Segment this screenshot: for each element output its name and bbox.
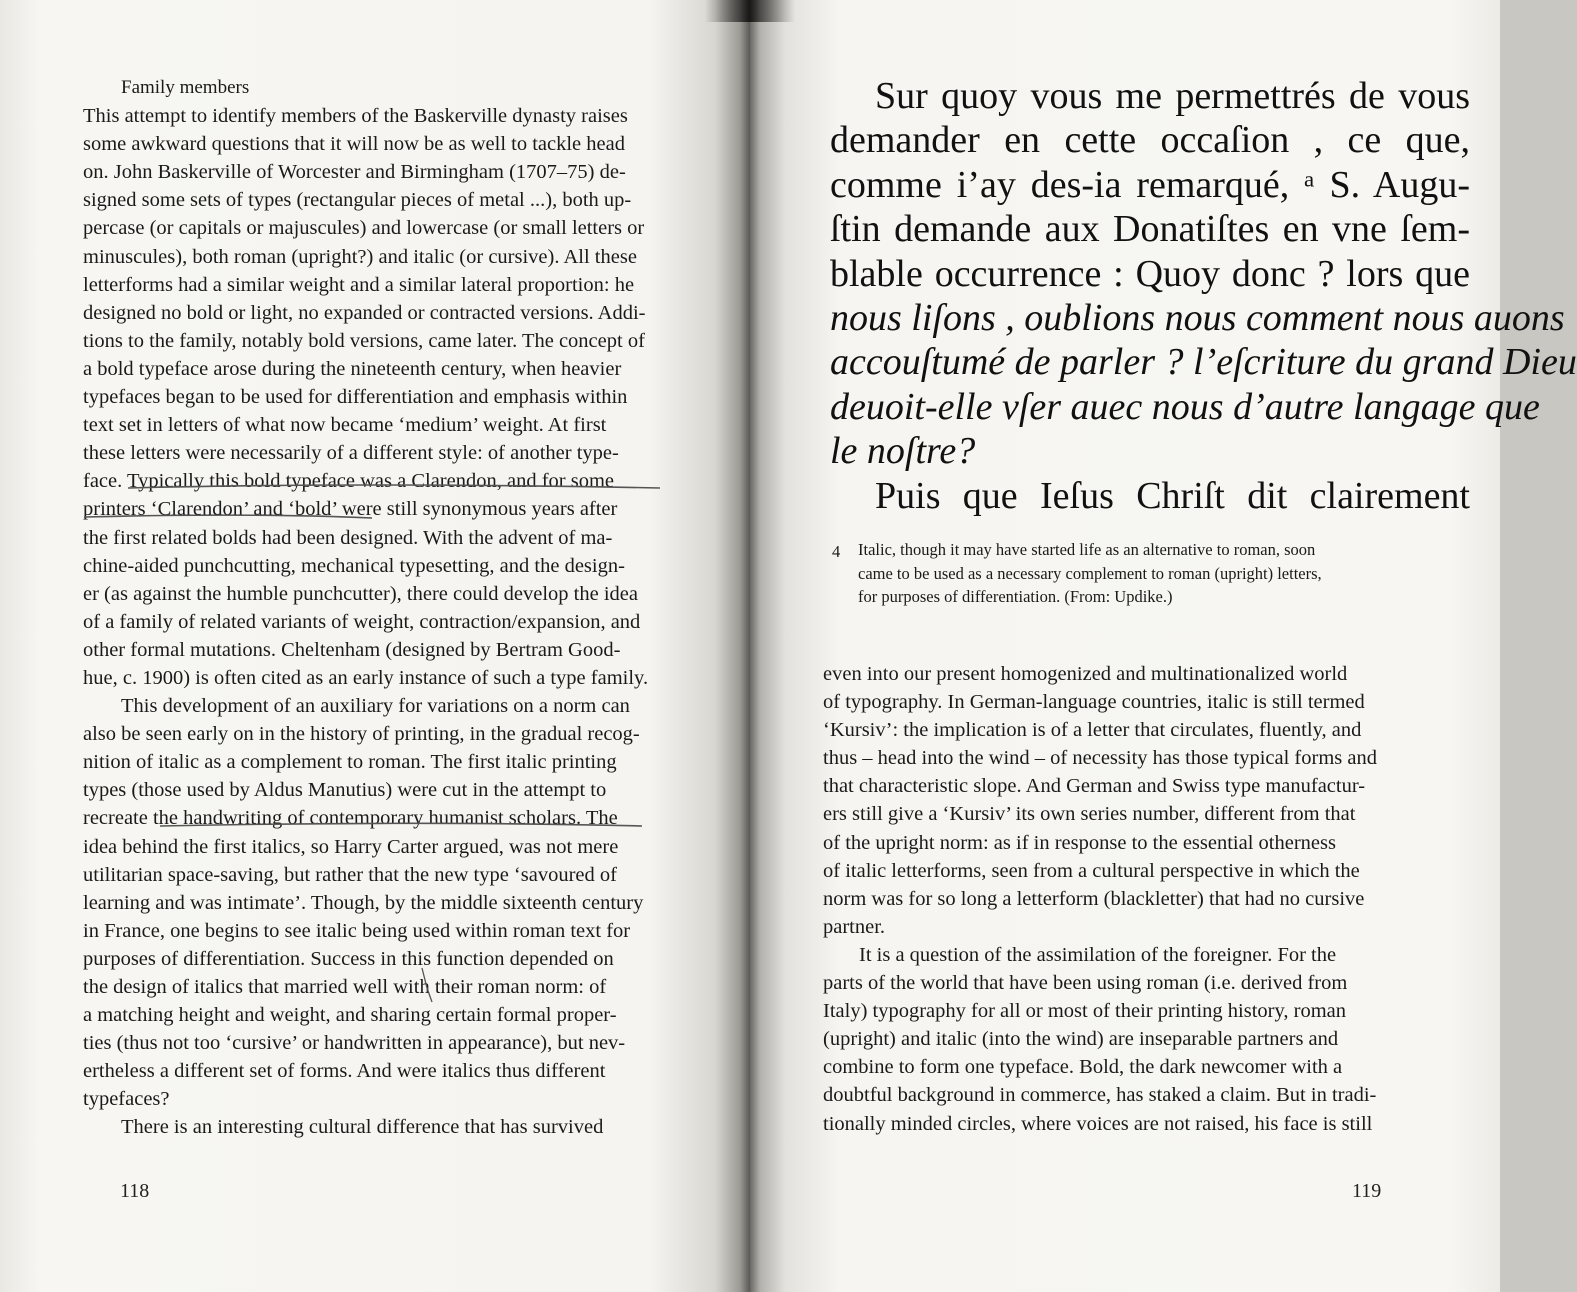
- text-line: This development of an auxiliary for variations on a norm can: [121, 695, 630, 718]
- text-line: ‘Kursiv’: the implication is of a letter that circulates, fluently, and: [823, 719, 1362, 742]
- text-line: a matching height and weight, and sharing certain formal proper-: [83, 1004, 617, 1027]
- text-line: in France, one begins to see italic being used within roman text for: [83, 919, 631, 942]
- footnote-line: for purposes of differentiation. (From: Updike.): [858, 587, 1173, 607]
- text-line: ers still give a ‘Kursiv’ its own series number, different from that: [823, 803, 1356, 826]
- text-line: norm was for so long a letterform (blackletter) that had no cursive: [823, 887, 1365, 910]
- text-line: purposes of differentiation. Success in this function depended on: [83, 947, 614, 970]
- quote-line: Sur quoy vous me permettrés de vous: [875, 75, 1470, 117]
- pencil-insertion-mark: [422, 968, 432, 1002]
- quote-line-italic: le noſtre?: [830, 430, 976, 473]
- text-line: also be seen early on in the history of printing, in the gradual recog-: [83, 723, 640, 746]
- text-line: Italy) typography for all or most of their printing history, roman: [823, 1000, 1347, 1023]
- text-line: er (as against the humble punchcutter), there could develop the idea: [83, 582, 638, 605]
- text-line: recreate the handwriting of contemporary humanist scholars. The: [83, 807, 618, 830]
- text-line: letterforms had a similar weight and a similar lateral proportion: he: [83, 273, 635, 296]
- text-line: There is an interesting cultural difference that has survived: [121, 1116, 604, 1139]
- text-line: nition of italic as a complement to roman. The first italic printing: [83, 751, 617, 774]
- quote-line: Puis que Ieſus Chriſt dit clairement: [875, 474, 1470, 517]
- text-line: ertheless a different set of forms. And were italics thus different: [83, 1060, 606, 1083]
- text-line: a bold typeface arose during the nineteenth century, when heavier: [83, 357, 622, 380]
- text-line: of the upright norm: as if in response to the essential otherness: [823, 831, 1336, 854]
- text-line: types (those used by Aldus Manutius) were cut in the attempt to: [83, 779, 607, 802]
- quote-line: blable occurrence : Quoy donc ? lors que: [830, 252, 1470, 295]
- text-line: the first related bolds had been designed. With the advent of ma-: [83, 526, 613, 549]
- pencil-underline: [160, 823, 642, 826]
- text-line: ties (thus not too ‘cursive’ or handwritten in appearance), but nev-: [83, 1032, 626, 1055]
- text-line: these letters were necessarily of a different style: of another type-: [83, 442, 619, 465]
- text-line: other formal mutations. Cheltenham (designed by Bertram Good-: [83, 638, 621, 661]
- pencil-underline: [84, 515, 372, 518]
- text-line: typefaces?: [83, 1088, 170, 1111]
- text-line: percase (or capitals or majuscules) and lowercase (or small letters or: [83, 217, 645, 240]
- quote-line-italic: deuoit-elle vſer auec nous d’autre langage que: [830, 385, 1540, 428]
- text-line: partner.: [823, 915, 886, 938]
- page-number-right: 119: [1352, 1180, 1382, 1202]
- quote-line: comme i’ay des-ia remarqué, ᵃ S. Augu-: [830, 163, 1470, 206]
- binding-shadow: [705, 0, 795, 22]
- text-line: thus – head into the wind – of necessity has those typical forms and: [823, 747, 1377, 770]
- text-line: even into our present homogenized and multinationalized world: [823, 663, 1348, 685]
- text-line: that characteristic slope. And German and Swiss type manufactur-: [823, 775, 1366, 798]
- text-line: face. Typically this bold typeface was a Clarendon, and for some: [83, 470, 615, 493]
- text-line: utilitarian space-saving, but rather that the new type ‘savoured of: [83, 863, 617, 886]
- quote-line-italic: nous liſons , oublions nous comment nous auons: [830, 297, 1565, 340]
- right-page: [750, 0, 1577, 1292]
- pencil-underline: [128, 485, 660, 488]
- text-line: learning and was intimate’. Though, by the middle sixteenth century: [83, 891, 644, 914]
- quote-line: ſtin demande aux Donatiſtes en vne ſem-: [830, 208, 1470, 251]
- text-line: of typography. In German-language countries, italic is still termed: [823, 691, 1365, 714]
- text-line: tionally minded circles, where voices are not raised, his face is still: [823, 1112, 1373, 1135]
- text-line: parts of the world that have been using roman (i.e. derived from: [823, 972, 1348, 995]
- text-line: the design of italics that married well with their roman norm: of: [83, 976, 607, 998]
- text-line: tions to the family, notably bold versions, came later. The concept of: [83, 329, 645, 352]
- text-line: typefaces began to be used for differentiation and emphasis within: [83, 386, 628, 409]
- text-line: some awkward questions that it will now be as well to tackle head: [83, 133, 625, 156]
- text-line: hue, c. 1900) is often cited as an early instance of such a type family.: [83, 666, 649, 689]
- quote-line-italic: accouſtumé de parler ? l’eſcriture du grand Dieu: [830, 341, 1577, 384]
- footnote: [832, 538, 1442, 609]
- text-line: It is a question of the assimilation of the foreigner. For the: [859, 943, 1337, 966]
- text-line: of italic letterforms, seen from a cultural perspective in which the: [823, 859, 1360, 882]
- quote-line: demander en cette occaſion , ce que,: [830, 119, 1470, 162]
- text-line: combine to form one typeface. Bold, the dark newcomer with a: [823, 1056, 1343, 1079]
- footnote-number: 4: [832, 542, 841, 561]
- section-heading: Family members: [121, 77, 250, 98]
- right-text-block: [823, 660, 1443, 1138]
- text-line: on. John Baskerville of Worcester and Birmingham (1707–75) de-: [83, 161, 626, 184]
- footnote-line: came to be used as a necessary complement to roman (upright) letters,: [858, 563, 1322, 583]
- text-line: signed some sets of types (rectangular pieces of metal ...), both up-: [83, 189, 632, 212]
- text-line: text set in letters of what now became ‘medium’ weight. At first: [83, 414, 607, 437]
- text-line: minuscules), both roman (upright?) and italic (or cursive). All these: [83, 245, 637, 268]
- text-line: chine-aided punchcutting, mechanical typesetting, and the design-: [83, 554, 625, 577]
- text-line: idea behind the first italics, so Harry Carter argued, was not mere: [83, 835, 619, 858]
- pencil-annotations: [0, 0, 750, 1292]
- text-line: printers ‘Clarendon’ and ‘bold’ were still synonymous years after: [83, 498, 618, 521]
- page-number-left: 118: [120, 1180, 150, 1202]
- text-line: This attempt to identify members of the Baskerville dynasty raises: [83, 105, 628, 128]
- footnote-line: Italic, though it may have started life as an alternative to roman, soon: [858, 540, 1316, 559]
- text-line: designed no bold or light, no expanded or contracted versions. Addi-: [83, 301, 646, 324]
- french-quotation-block: [830, 74, 1577, 518]
- text-line: of a family of related variants of weight, contraction/expansion, and: [83, 610, 641, 633]
- text-line: doubtful background in commerce, has staked a claim. But in tradi-: [823, 1084, 1377, 1107]
- left-page: [0, 0, 750, 1292]
- text-line: (upright) and italic (into the wind) are inseparable partners and: [823, 1028, 1339, 1051]
